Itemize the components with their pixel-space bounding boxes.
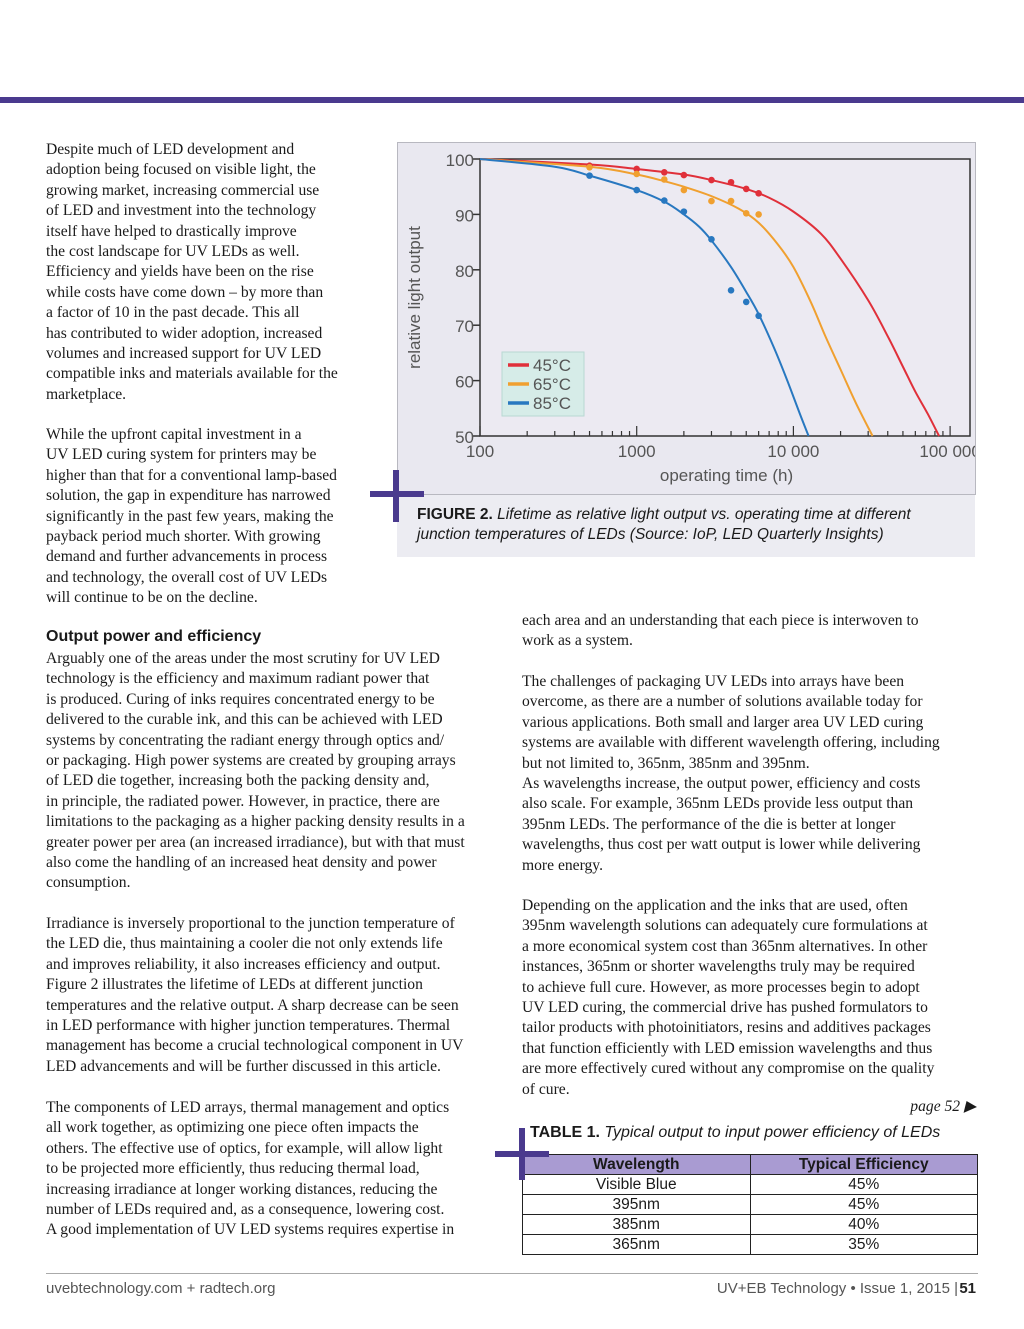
table-cell: 45% <box>750 1195 978 1215</box>
data-point <box>755 190 762 197</box>
table-row <box>523 1215 978 1235</box>
data-point <box>661 176 668 183</box>
y-tick-label: 60 <box>455 372 474 392</box>
table-label: TABLE 1. <box>530 1124 600 1141</box>
footer-websites: uvebtechnology.com + radtech.org <box>46 1280 276 1297</box>
data-point <box>633 187 640 194</box>
table-cell: 40% <box>750 1215 978 1235</box>
body-paragraph: Arguably one of the areas under the most scrutiny for UV LED technology is the efficiency and maximum radiant power that is produced. Curing of inks requires concentrated energy to be delivered to the curable ink, and this can be achieved with LED systems by concentrating the radiant energy through optics and/ or packaging. High power systems are created by grouping arrays of LED die together, increasing both the packing density and, in principle, the radiated power. However, in practice, there are limitations to the packaging as a higher packing density results in a greater power per area (an increased irradiance), but with that must also come the handling of an increased heat density and power consumption. <box>46 650 465 892</box>
figure-2-chart <box>397 142 976 495</box>
table-row <box>523 1235 978 1255</box>
y-tick-label: 80 <box>455 261 474 281</box>
data-point <box>681 208 688 215</box>
table-cell: 395nm <box>523 1195 751 1215</box>
body-paragraph: each area and an understanding that each piece is interwoven to work as a system. <box>522 612 919 650</box>
column-header: Wavelength <box>523 1155 751 1175</box>
y-tick-label: 100 <box>445 151 474 170</box>
data-point <box>681 172 688 179</box>
body-paragraph: While the upfront capital investment in a UV LED curing system for printers may be higher than that for a conventional lamp-based solution, the gap in expenditure has narrowed significantly in the past few years, making the payback period much shorter. With growing demand and further advancements in process and technology, the overall cost of UV LEDs will continue to be on the decline. <box>46 426 337 607</box>
data-point <box>586 172 593 179</box>
section-heading: Output power and efficiency <box>46 628 262 645</box>
data-point <box>708 198 715 205</box>
y-tick-label: 90 <box>455 206 474 226</box>
table-cell: 385nm <box>523 1215 751 1235</box>
y-tick-label: 70 <box>455 317 474 337</box>
table-caption-text: Typical output to input power efficiency of LEDs <box>604 1124 941 1141</box>
decorative-cross <box>495 1151 549 1157</box>
body-paragraph: Irradiance is inversely proportional to the junction temperature of the LED die, thus maintaining a cooler die not only extends life and improves reliability, it also increases efficiency and output. Figure 2 illustrates the lifetime of LEDs at different junction temperatures and the relative output. A sharp decrease can be seen in LED performance with higher junction temperatures. Thermal management has become a crucial technological component in UV LED advancements and will be further discussed in this article. <box>46 915 464 1075</box>
header-accent-bar <box>0 97 1024 103</box>
footer-publication: UV+EB Technology • Issue 1, 2015 | <box>716 1280 958 1297</box>
data-point <box>728 287 735 294</box>
page-number: 51 <box>959 1280 976 1297</box>
table-cell: 365nm <box>523 1235 751 1255</box>
table-row <box>523 1195 978 1215</box>
table-caption <box>530 1124 940 1142</box>
table-cell: 45% <box>750 1175 978 1195</box>
data-point <box>743 299 750 306</box>
x-axis-label: operating time (h) <box>659 466 794 485</box>
figure-caption-text: Lifetime as relative light output vs. operating time at different junction temperatures of LEDs (Source: IoP, LED Quarterly Insights) <box>417 506 911 543</box>
y-axis-label: relative light output <box>405 226 424 369</box>
table-row <box>523 1175 978 1195</box>
table-cell: 35% <box>750 1235 978 1255</box>
data-point <box>755 211 762 218</box>
x-tick-label: 1000 <box>617 442 656 461</box>
footer-divider <box>46 1273 978 1274</box>
body-paragraph: Depending on the application and the inks that are used, often 395nm wavelength solutions can adequately cure formulations at a more economical system cost than 365nm alternatives. In other instances, 365nm or shorter wavelengths truly may be required to achieve full cure. However, as more processes begin to adopt UV LED curing, the commercial drive has pushed formulators to tailor products with photoinitiators, resins and additives packages that function efficiently with LED emission wavelengths and thus are more effectively cured without any compromise on the quality of cure. <box>522 897 935 1098</box>
data-point <box>728 198 735 205</box>
x-tick-label: 10 000 <box>767 442 820 461</box>
decorative-cross <box>370 491 424 497</box>
body-paragraph: The challenges of packaging UV LEDs into arrays have been overcome, as there are a number of solutions available today for various applications. Both small and larger area UV LED curing systems are available with different wavelength offering, including but not limited to, 365nm, 385nm and 395nm. As wavelengths increase, the output power, efficiency and costs also scale. For example, 365nm LEDs provide less output than 395nm LEDs. The performance of the die is better at longer wavelengths, thus cost per watt output is lower while delivering more energy. <box>522 673 940 874</box>
x-tick-label: 100 <box>465 442 495 461</box>
data-point <box>728 179 735 186</box>
x-tick-label: 100 000 <box>919 442 975 461</box>
body-paragraph: The components of LED arrays, thermal management and optics all work together, as optimizing one piece often impacts the others. The effective use of optics, for example, will allow light to be projected more efficiently, thus reducing thermal load, increasing irradiance at longer working distances, reducing the number of LEDs required and, as a consequence, lowering cost. A good implementation of UV LED systems requires expertise in <box>46 1099 455 1239</box>
legend-label: 45°C <box>533 356 571 375</box>
table-header-row <box>523 1155 978 1175</box>
data-point <box>661 169 668 176</box>
data-point <box>586 164 593 171</box>
data-point <box>743 186 750 193</box>
figure-label: FIGURE 2. <box>417 506 493 523</box>
data-point <box>708 177 715 184</box>
legend-label: 85°C <box>533 394 571 413</box>
body-paragraph: Despite much of LED development and adoption being focused on visible light, the growing market, increasing commercial use of LED and investment into the technology itself have helped to drastically improve the cost landscape for UV LEDs as well. Efficiency and yields have been on the rise while costs have come down – by more than a factor of 10 in the past decade. This all has contributed to wider adoption, increased volumes and increased support for UV LED compatible inks and materials available for the marketplace. <box>46 141 338 403</box>
column-header: Typical Efficiency <box>750 1155 978 1175</box>
table-cell: Visible Blue <box>523 1175 751 1195</box>
data-point <box>743 210 750 217</box>
data-point <box>708 236 715 243</box>
figure-caption <box>397 495 975 557</box>
data-point <box>633 171 640 178</box>
data-point <box>661 197 668 204</box>
data-point <box>681 187 688 194</box>
continued-page-link[interactable]: page 52 ▶ <box>910 1098 976 1115</box>
legend-label: 65°C <box>533 375 571 394</box>
efficiency-table <box>522 1154 978 1255</box>
data-point <box>755 312 762 319</box>
lifetime-chart <box>398 143 975 494</box>
y-tick-label: 50 <box>455 428 474 447</box>
